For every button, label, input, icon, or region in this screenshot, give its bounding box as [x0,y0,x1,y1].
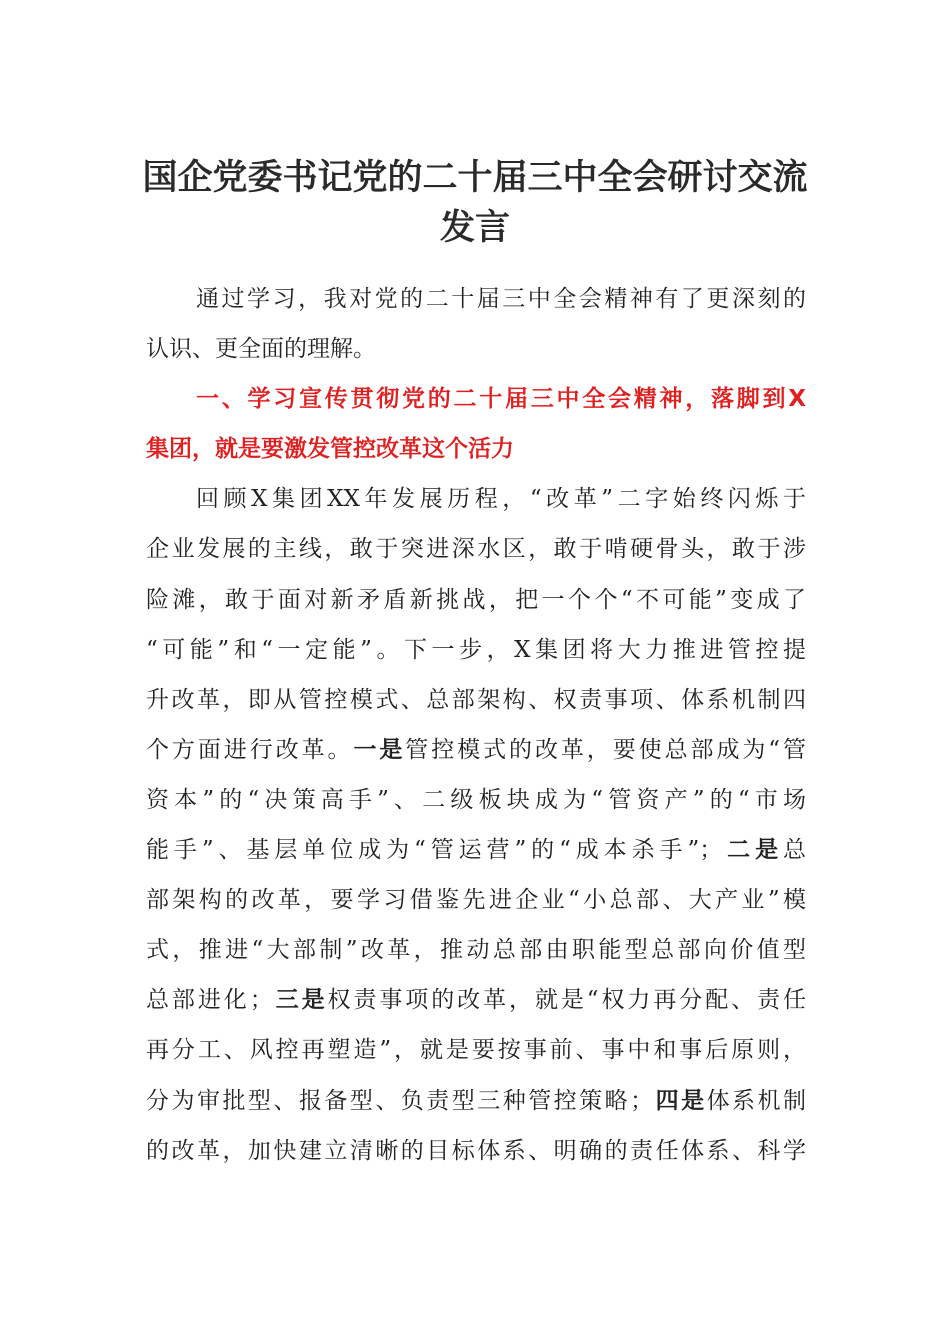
body-line-12: 再分工、风控再塑造”，就是要按事前、事中和事后原则， [146,1037,806,1064]
body-line-1: 回顾X集团XX年发展历程，“改革”二字始终闪烁于 [196,486,806,513]
intro-line-2: 认识、更全面的理解。 [146,336,376,363]
section-heading-line-2: 集团，就是要激发管控改革这个活力 [146,436,514,463]
body-line-6 [146,725,806,775]
body-line-6-text-b: 管控模式的改革，要使总部成为“管 [405,736,806,763]
body-line-6-text-a: 个方面进行改革。 [146,736,354,763]
intro-line-1: 通过学习，我对党的二十届三中全会精神有了更深刻的 [196,286,806,312]
document-title-line-1: 国企党委书记党的二十届三中全会研讨交流 [142,158,808,198]
body-line-3: 险滩，敢于面对新矛盾新挑战，把一个个“不可能”变成了 [146,586,806,613]
section-heading-line-1: 一、学习宣传贯彻党的二十届三中全会精神，落脚到X [196,386,806,413]
body-line-8-text-a: 能手”、基层单位成为“管运营”的“成本杀手”； [146,837,723,864]
body-line-11-text-a: 总部进化； [146,987,273,1014]
body-line-7: 资本”的“决策高手”、二级板块成为“管资产”的“市场 [146,786,806,813]
emphasis-first: 一是 [353,736,406,763]
body-line-11 [146,975,806,1025]
body-line-2: 企业发展的主线，敢于突进深水区，敢于啃硬骨头，敢于涉 [146,536,806,563]
body-line-4: “可能”和“一定能”。下一步，X集团将大力推进管控提 [146,636,806,663]
body-line-13-text-a: 分为审批型、报备型、负责型三种管控策略； [146,1087,654,1114]
body-line-5: 升改革，即从管控模式、总部架构、权责事项、体系机制四 [146,686,806,713]
body-line-11-text-b: 权责事项的改革，就是“权力再分配、责任 [327,987,807,1014]
body-line-13-text-b: 体系机制 [706,1087,807,1114]
emphasis-fourth: 四是 [653,1087,707,1114]
body-line-14: 的改革，加快建立清晰的目标体系、明确的责任体系、科学 [146,1137,806,1164]
emphasis-third: 三是 [272,987,328,1014]
body-line-13 [146,1076,806,1126]
body-line-8 [146,825,806,875]
document-title-line-2: 发言 [439,208,510,248]
body-line-8-text-b: 总 [783,837,807,864]
document-body [146,274,806,1176]
emphasis-second: 二是 [722,837,784,864]
body-line-10: 式，推进“大部制”改革，推动总部由职能型总部向价值型 [146,937,806,964]
body-line-9: 部架构的改革，要学习借鉴先进企业“小总部、大产业”模 [146,887,806,914]
